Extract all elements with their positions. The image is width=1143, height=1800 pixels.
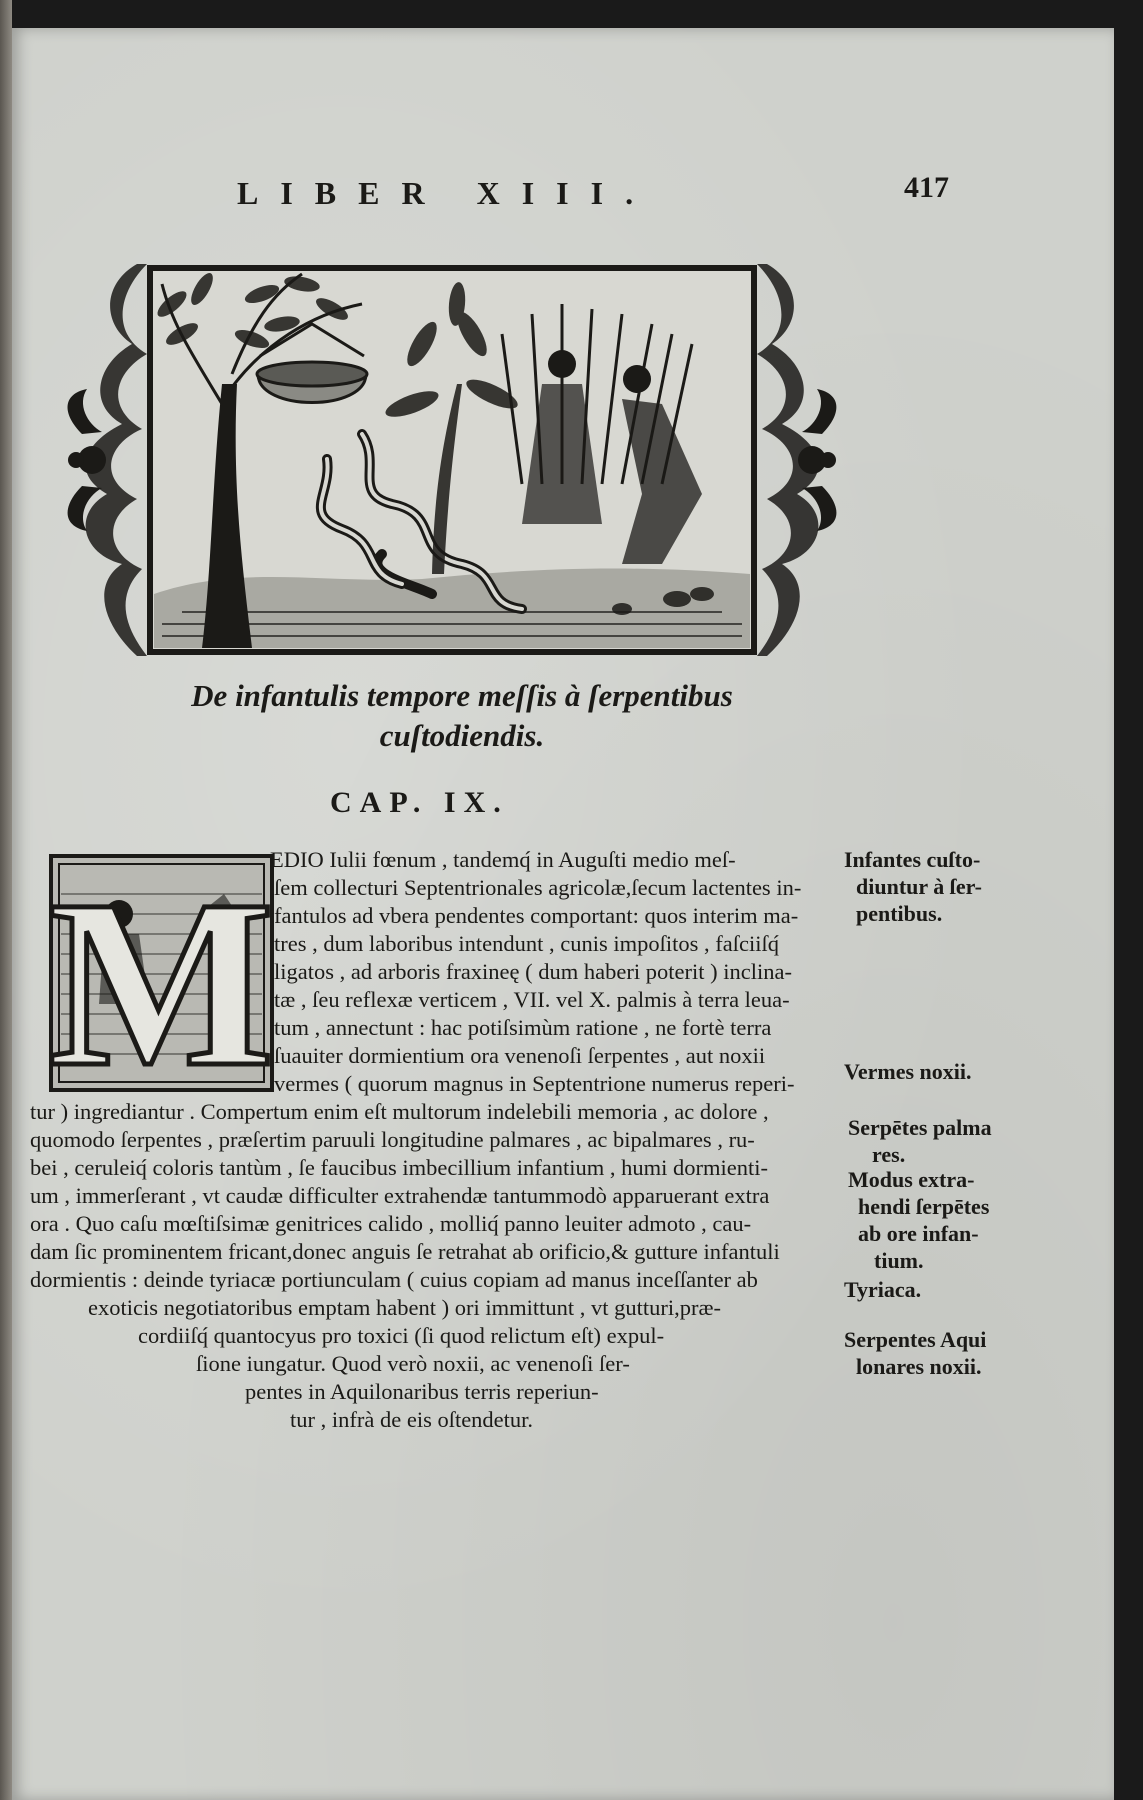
margin-note-line: Vermes noxii. bbox=[844, 1059, 972, 1084]
decorated-initial-m-icon bbox=[49, 854, 274, 1092]
body-line: tur ) ingrediantur . Compertum enim eſt multorum indelebili memoria , ac dolore , bbox=[30, 1099, 769, 1124]
margin-note bbox=[848, 1114, 992, 1168]
margin-note-line: Serpentes Aqui bbox=[844, 1327, 987, 1352]
page-number: 417 bbox=[904, 171, 949, 204]
margin-note-line: diuntur à ſer- bbox=[856, 874, 982, 899]
body-line: tres , dum laboribus intendunt , cunis impoſitos , faſciiſq́ bbox=[274, 931, 779, 956]
margin-note-line: pentibus. bbox=[856, 901, 943, 926]
body-line: bei , ceruleiq́ coloris tantùm , ſe faucibus imbecillium infantium , humi dormienti- bbox=[30, 1155, 768, 1180]
initial-letter: M bbox=[49, 854, 274, 1092]
margin-note-line: tium. bbox=[874, 1248, 924, 1273]
body-line: quomodo ſerpentes , præſertim paruuli longitudine palmares , ac bipalmares , ru- bbox=[30, 1127, 755, 1152]
caption-line-1: De infantulis tempore meſſis à ſerpentibus bbox=[191, 678, 733, 713]
margin-note bbox=[848, 1166, 989, 1274]
margin-note bbox=[844, 1326, 986, 1380]
decorated-initial bbox=[49, 854, 274, 1092]
left-ornament bbox=[68, 264, 147, 656]
margin-note bbox=[844, 1276, 921, 1303]
margin-note-line: ab ore infan- bbox=[858, 1221, 979, 1246]
body-line: ſem collecturi Septentrionales agricolæ,ſecum lactentes in- bbox=[274, 875, 802, 900]
body-line: dam ſic prominentem fricant,donec anguis ſe retrahat ab orificio,& gutture infantuli bbox=[30, 1239, 780, 1264]
body-line: tur , infrà de eis oſtendetur. bbox=[290, 1407, 534, 1432]
body-line: ligatos , ad arboris fraxineę ( dum haberi poterit ) inclina- bbox=[274, 959, 792, 984]
body-line: EDIO Iulii fœnum , tandemq́ in Auguſti medio meſ- bbox=[270, 847, 736, 872]
caption-line-2: cuſtodiendis. bbox=[379, 718, 545, 753]
margin-note-line: res. bbox=[872, 1142, 906, 1167]
margin-note-line: Tyriaca. bbox=[844, 1277, 922, 1302]
body-line: cordiiſq́ quantocyus pro toxici (ſi quod relictum eſt) expul- bbox=[138, 1323, 665, 1348]
body-line: exoticis negotiatoribus emptam habent ) ori immittunt , vt gutturi,præ- bbox=[88, 1295, 722, 1320]
woodcut-illustration-harvest-serpents-icon bbox=[62, 264, 842, 656]
body-line: ſuauiter dormientium ora venenoſi ſerpentes , aut noxii bbox=[274, 1043, 766, 1068]
body-line: dormientis : deinde tyriacæ portiunculam ( cuius copiam ad manus inceſſanter ab bbox=[30, 1267, 758, 1292]
book-page bbox=[12, 28, 1114, 1800]
body-line: tum , annectunt : hac potiſsimùm ratione , ne fortè terra bbox=[274, 1015, 772, 1040]
body-line: pentes in Aquilonaribus terris reperiun- bbox=[245, 1379, 599, 1404]
body-line: ſione iungatur. Quod verò noxii, ac venenoſi ſer- bbox=[196, 1351, 630, 1376]
scan-edge bbox=[0, 0, 12, 1800]
body-line: tæ , ſeu reflexæ verticem , VII. vel X. palmis à terra leua- bbox=[274, 987, 790, 1012]
body-line: fantulos ad vbera pendentes comportant: quos interim ma- bbox=[274, 903, 799, 928]
margin-note bbox=[844, 846, 982, 927]
margin-note-line: Serpētes palma bbox=[848, 1115, 992, 1140]
margin-note-line: Modus extra- bbox=[848, 1167, 975, 1192]
margin-note-line: Infantes cuſto- bbox=[844, 847, 981, 872]
running-head: LIBER XIII. bbox=[237, 175, 656, 211]
body-line: ora . Quo caſu mœſtiſsimæ genitrices calido , molliq́ panno leuiter admoto , cau- bbox=[30, 1211, 752, 1236]
woodcut-illustration bbox=[62, 264, 842, 656]
right-ornament bbox=[757, 264, 836, 656]
margin-note-line: lonares noxii. bbox=[856, 1354, 982, 1379]
body-line: vermes ( quorum magnus in Septentrione numerus reperi- bbox=[274, 1071, 795, 1096]
body-line: um , immerſerant , vt caudæ difficulter extrahendæ tantummodò apparuerant extra bbox=[30, 1183, 770, 1208]
margin-note-line: hendi ſerpētes bbox=[858, 1194, 990, 1219]
chapter-heading: CAP. IX. bbox=[330, 786, 509, 819]
illustration-caption bbox=[152, 676, 772, 756]
margin-note bbox=[844, 1058, 972, 1085]
